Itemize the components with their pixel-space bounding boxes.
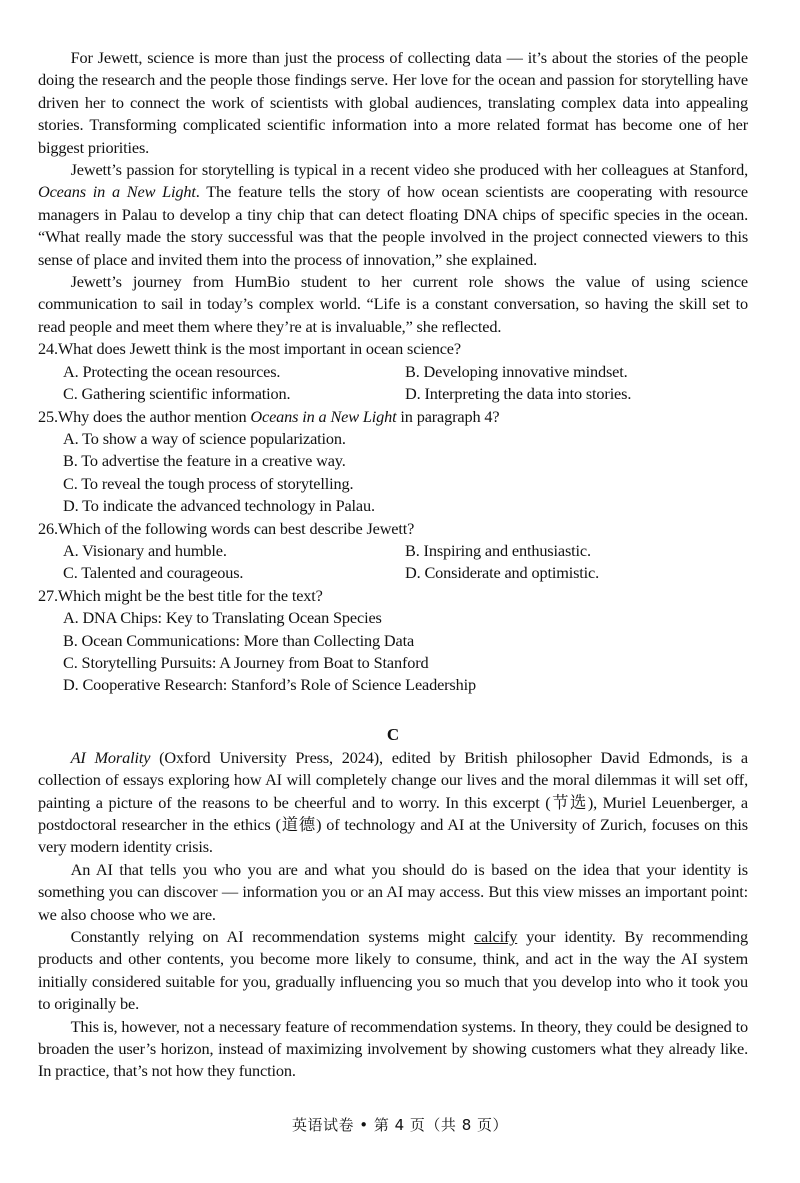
paragraph-jewett-journey: Jewett’s journey from HumBio student to her current role shows the value of using science communication to sail in today’s complex world. “Life is a constant conversation, so having the skill set to read people and meet them where they’re at is invaluable,” she reflected. <box>38 272 748 336</box>
video-title: Oceans in a New Light <box>250 406 397 426</box>
paragraph-text: . The feature tells the story of how ocean scientists are cooperating with resource managers in Palau to develop a tiny chip that can detect floating DNA chips of specific species in the ocean. “What really made the story successful was that the people involved in the project connected viewers to this sense of place and invited them into the process of innovation,” she explained. <box>38 182 748 269</box>
question-stem <box>38 406 748 428</box>
option-d[interactable]: D. Considerate and optimistic. <box>405 563 600 583</box>
question-text: in paragraph 4? <box>396 406 500 426</box>
option-c[interactable]: C. Talented and courageous. <box>63 563 244 583</box>
question-stem <box>38 338 748 360</box>
answer-options <box>38 428 748 518</box>
underlined-word: calcify <box>473 927 518 947</box>
option-b[interactable]: B. Ocean Communications: More than Collecting Data <box>63 630 415 650</box>
passage-c <box>38 723 748 1083</box>
passage-b <box>38 47 748 338</box>
option-d[interactable]: D. Interpreting the data into stories. <box>405 384 632 404</box>
option-c[interactable]: C. To reveal the tough process of storytelling. <box>63 473 354 493</box>
paragraph-text: Constantly relying on AI recommendation systems might <box>70 927 474 947</box>
question-24 <box>38 338 748 405</box>
option-a[interactable]: A. Protecting the ocean resources. <box>63 361 281 381</box>
question-26 <box>38 518 748 585</box>
question-stem <box>38 585 748 607</box>
option-a[interactable]: A. DNA Chips: Key to Translating Ocean Species <box>63 608 382 628</box>
paragraph-oceans-video <box>38 159 748 271</box>
paragraph-text: your identity. By recommending products and other contents, you become more likely to consume, think, and act in the way the AI system initially considered suitable for you, gradually influencing you so much that you develop into who it took you to originally be. <box>38 927 749 1014</box>
paragraph-ai-morality <box>38 747 748 859</box>
option-b[interactable]: B. Inspiring and enthusiastic. <box>405 540 591 560</box>
question-27 <box>38 585 748 697</box>
exam-page <box>38 47 748 1083</box>
question-number: 26. <box>38 518 58 538</box>
paragraph-text: Jewett’s passion for storytelling is typical in a recent video she produced with her colleagues at Stanford, <box>70 160 748 180</box>
question-text: Which might be the best title for the text? <box>57 585 323 605</box>
video-title: Oceans in a New Light <box>38 182 196 202</box>
option-b[interactable]: B. Developing innovative mindset. <box>405 361 628 381</box>
question-number: 25. <box>38 406 58 426</box>
option-d[interactable]: D. Cooperative Research: Stanford’s Role of Science Leadership <box>63 675 476 695</box>
option-c[interactable]: C. Gathering scientific information. <box>63 384 291 404</box>
question-text: Why does the author mention <box>57 406 251 426</box>
answer-options <box>38 607 748 697</box>
question-text: What does Jewett think is the most important in ocean science? <box>57 339 461 359</box>
question-text: Which of the following words can best describe Jewett? <box>57 518 415 538</box>
answer-options <box>38 361 748 406</box>
question-number: 24. <box>38 339 58 359</box>
section-label: C <box>386 724 400 744</box>
book-title: AI Morality <box>70 747 151 767</box>
question-number: 27. <box>38 585 58 605</box>
page-footer: 英语试卷 • 第 4 页（共 8 页） <box>291 1116 509 1134</box>
option-c[interactable]: C. Storytelling Pursuits: A Journey from Boat to Stanford <box>63 652 429 672</box>
option-a[interactable]: A. Visionary and humble. <box>63 540 227 560</box>
option-b[interactable]: B. To advertise the feature in a creative way. <box>63 451 346 471</box>
question-stem <box>38 518 748 540</box>
question-25 <box>38 406 748 518</box>
option-d[interactable]: D. To indicate the advanced technology in Palau. <box>63 496 375 516</box>
paragraph-jewett-science: For Jewett, science is more than just the process of collecting data — it’s about the stories of the people doing the research and the people those findings serve. Her love for the ocean and passion for storytelling have driven her to connect the work of scientists with global audiences, translating complex data into appealing stories. Transforming complicated scientific information into a more related format has become one of her biggest priorities. <box>38 48 748 157</box>
answer-options <box>38 540 748 585</box>
paragraph-calcify <box>38 926 748 1016</box>
option-a[interactable]: A. To show a way of science popularization. <box>63 428 346 448</box>
paragraph-recommendation-systems: This is, however, not a necessary feature of recommendation systems. In theory, they could be designed to broaden the user’s horizon, instead of maximizing involvement by showing customers what they already like. In practice, that’s not how they function. <box>38 1016 748 1081</box>
paragraph-text: (Oxford University Press, 2024), edited by British philosopher David Edmonds, is a collection of essays exploring how AI will completely change our lives and the moral dilemmas it will set off, painting a picture of the reasons to be cheerful and to worry. In this excerpt (节选), Muriel Leuenberger, a postdoctoral researcher in the ethics (道德) of technology and AI at the University of Zurich, focuses on this very modern identity crisis. <box>38 747 749 857</box>
paragraph-identity: An AI that tells you who you are and what you should do is based on the idea that your identity is something you can discover — information you or an AI may access. But this view misses an important point: we also choose who we are. <box>38 859 748 924</box>
